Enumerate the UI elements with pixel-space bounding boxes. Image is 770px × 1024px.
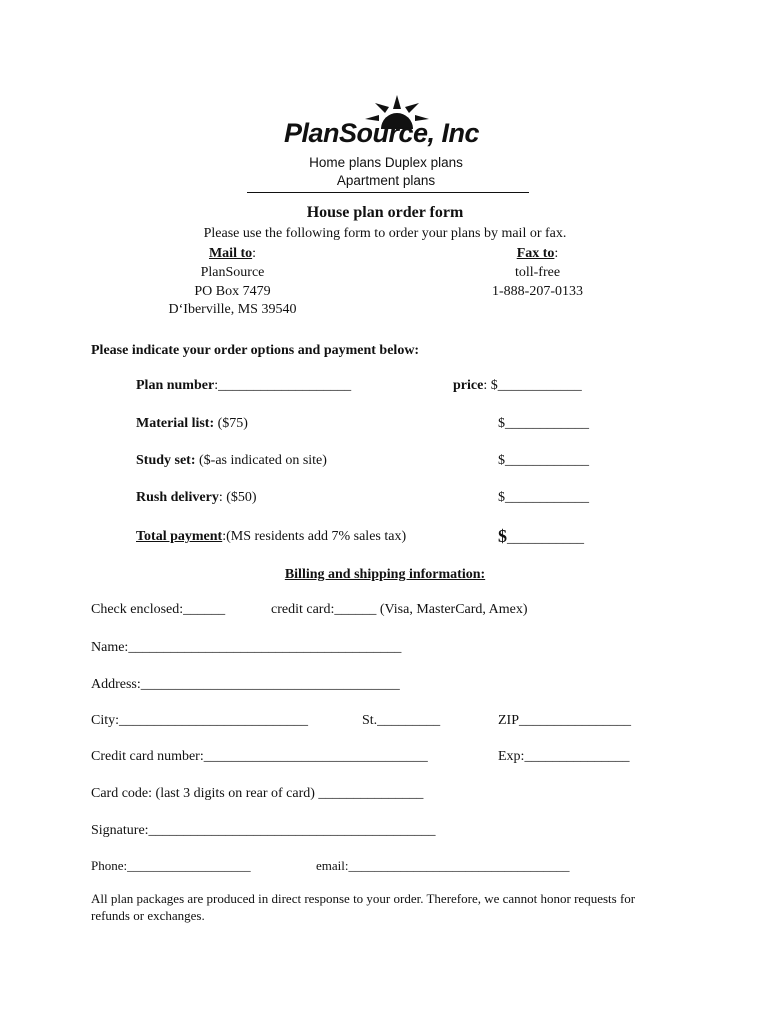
city-field[interactable]: City:___________________________ xyxy=(91,713,309,728)
card-code-field[interactable]: Card code: (last 3 digits on rear of card) _______________ xyxy=(91,786,424,801)
fax-to-colon: : xyxy=(554,246,559,261)
email-field[interactable]: email:__________________________________ xyxy=(316,858,570,873)
header-divider xyxy=(247,192,529,193)
disclaimer-line-1: All plan packages are produced in direct response to your order. Therefore, we cannot honor requests for xyxy=(91,891,636,906)
total-payment-label: Total payment xyxy=(136,529,223,544)
address-field[interactable]: Address:_____________________________________ xyxy=(91,677,400,692)
fax-to-label: Fax to xyxy=(516,246,555,261)
plan-number-field[interactable] xyxy=(136,378,351,394)
phone-field[interactable]: Phone:___________________ xyxy=(91,858,251,873)
company-logo-text: PlanSource, Inc xyxy=(284,118,480,148)
mail-to-colon: : xyxy=(252,246,257,261)
material-list-option xyxy=(136,416,248,432)
rush-delivery-cost: : ($50) xyxy=(218,490,257,505)
tagline-line-1: Home plans Duplex plans xyxy=(309,155,463,170)
total-payment-note: :(MS residents add 7% sales tax) xyxy=(222,529,407,544)
zip-field[interactable]: ZIP________________ xyxy=(498,713,631,728)
disclaimer-line-2: refunds or exchanges. xyxy=(91,908,205,923)
material-list-amount-field[interactable]: $____________ xyxy=(498,416,589,431)
mail-to-label: Mail to xyxy=(208,246,253,261)
mail-address-line-3: D‘Iberville, MS 39540 xyxy=(168,302,297,317)
mail-address-line-2: PO Box 7479 xyxy=(194,284,271,299)
plan-number-blank: :___________________ xyxy=(214,378,352,393)
total-payment-amount-field[interactable] xyxy=(498,526,584,547)
plan-number-label: Plan number xyxy=(136,378,215,393)
options-heading: Please indicate your order options and payment below: xyxy=(91,343,420,358)
credit-card-field[interactable]: credit card:______ (Visa, MasterCard, Amex) xyxy=(271,602,528,617)
fax-number: 1-888-207-0133 xyxy=(492,284,583,299)
fax-to-heading xyxy=(470,246,605,262)
signature-field[interactable]: Signature:_________________________________________ xyxy=(91,823,436,838)
check-enclosed-field[interactable]: Check enclosed:______ xyxy=(91,602,226,617)
material-list-label: Material list: xyxy=(136,416,215,431)
mail-address-line-1: PlanSource xyxy=(200,265,265,280)
credit-card-number-field[interactable]: Credit card number:________________________________ xyxy=(91,749,428,764)
name-field[interactable]: Name:_______________________________________ xyxy=(91,640,402,655)
total-dollar-sign: $ xyxy=(498,526,507,546)
form-title: House plan order form xyxy=(306,204,464,221)
rush-delivery-amount-field[interactable]: $____________ xyxy=(498,490,589,505)
form-instructions: Please use the following form to order your plans by mail or fax. xyxy=(203,226,567,241)
rush-delivery-label: Rush delivery xyxy=(136,490,219,505)
expiration-field[interactable]: Exp:_______________ xyxy=(498,749,630,764)
study-set-option xyxy=(136,453,327,469)
tagline-line-2: Apartment plans xyxy=(336,173,436,188)
total-payment-option xyxy=(136,529,406,545)
fax-line-1: toll-free xyxy=(514,265,561,280)
total-payment-blank: ___________ xyxy=(507,531,584,546)
rush-delivery-option xyxy=(136,490,257,506)
mail-to-heading xyxy=(150,246,315,262)
state-field[interactable]: St._________ xyxy=(362,713,441,728)
study-set-cost: ($-as indicated on site) xyxy=(195,453,327,468)
study-set-amount-field[interactable]: $____________ xyxy=(498,453,589,468)
study-set-label: Study set: xyxy=(136,453,196,468)
billing-heading: Billing and shipping information: xyxy=(284,567,486,582)
price-label: price xyxy=(453,378,484,393)
material-list-cost: ($75) xyxy=(214,416,248,431)
price-field[interactable] xyxy=(453,378,582,394)
price-blank: : $____________ xyxy=(483,378,582,393)
